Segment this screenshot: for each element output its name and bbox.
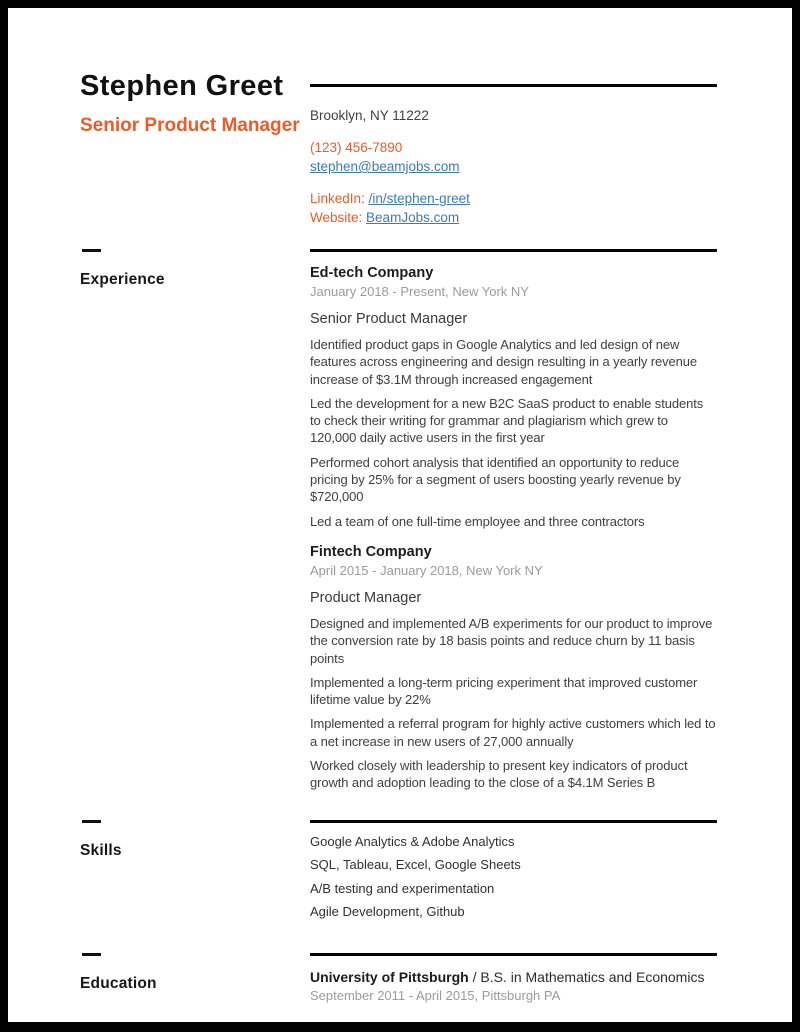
contact-location: Brooklyn, NY 11222 bbox=[310, 108, 429, 123]
person-name: Stephen Greet bbox=[80, 70, 284, 102]
company-name: Ed-tech Company bbox=[310, 265, 434, 281]
contact-block bbox=[310, 68, 717, 227]
job-dates: January 2018 - Present, New York NY bbox=[310, 284, 529, 299]
experience-heading: Experience bbox=[80, 271, 165, 288]
company-name: Fintech Company bbox=[310, 543, 432, 560]
job-title: Senior Product Manager bbox=[310, 311, 468, 327]
skill-item: Google Analytics & Adobe Analytics bbox=[310, 833, 515, 849]
skill-item: Agile Development, Github bbox=[310, 904, 465, 920]
job-dates: April 2015 - January 2018, New York NY bbox=[310, 562, 543, 578]
job-bullet: Worked closely with leadership to present key indicators of product growth and adoption leading to the close of a $4.1M Series B bbox=[310, 758, 688, 791]
education-heading-block bbox=[80, 953, 310, 993]
job-bullet: Led a team of one full-time employee and three contractors bbox=[310, 513, 645, 529]
divider-rule-skills bbox=[310, 820, 717, 823]
website-line bbox=[310, 208, 717, 227]
education-content bbox=[310, 953, 717, 1004]
divider-rule-top bbox=[310, 84, 717, 87]
experience-content bbox=[310, 249, 717, 799]
section-dash bbox=[82, 820, 101, 823]
linkedin-link[interactable]: /in/stephen-greet bbox=[368, 191, 470, 206]
job-bullet: Identified product gaps in Google Analytics and led design of new features across engineering and design resulting in a yearly revenue increase of $3.1M through increased engagement bbox=[310, 337, 698, 387]
skills-heading: Skills bbox=[80, 841, 122, 859]
skill-item: A/B testing and experimentation bbox=[310, 880, 495, 896]
person-headline: Senior Product Manager bbox=[80, 115, 300, 136]
section-dash bbox=[82, 953, 101, 956]
section-dash bbox=[82, 249, 101, 252]
website-link[interactable]: BeamJobs.com bbox=[366, 210, 460, 225]
contact-social-group bbox=[310, 189, 717, 227]
experience-section bbox=[80, 249, 717, 799]
experience-heading-block bbox=[80, 249, 310, 289]
education-school: University of Pittsburgh bbox=[310, 968, 469, 985]
job-bullet: Led the development for a new B2C SaaS product to enable students to check their writing for grammar and plagiarism which grew to 120,000 daily active users in the first year bbox=[310, 395, 704, 446]
education-separator: / bbox=[472, 968, 477, 985]
skills-heading-block bbox=[80, 820, 310, 860]
header-section bbox=[80, 68, 717, 227]
job-bullet: Implemented a long-term pricing experiment that improved customer lifetime value by 22% bbox=[310, 674, 698, 708]
education-dates: September 2011 - April 2015, Pittsburgh PA bbox=[310, 987, 561, 1003]
divider-rule-education bbox=[310, 953, 717, 956]
job-bullet: Designed and implemented A/B experiments for our product to improve the conversion rate by 18 basis points and reduce churn by 11 basis points bbox=[310, 615, 713, 666]
skill-item: SQL, Tableau, Excel, Google Sheets bbox=[310, 857, 521, 873]
contact-phone: (123) 456-7890 bbox=[310, 140, 403, 155]
skills-section bbox=[80, 820, 717, 929]
contact-phone-email-group bbox=[310, 138, 717, 176]
education-section bbox=[80, 953, 717, 1004]
name-block bbox=[80, 68, 310, 227]
education-heading: Education bbox=[80, 974, 157, 992]
skills-list bbox=[310, 835, 717, 919]
linkedin-label: LinkedIn: bbox=[310, 191, 365, 206]
skills-content bbox=[310, 820, 717, 929]
job-bullet: Performed cohort analysis that identified an opportunity to reduce pricing by 25% for a segment of users boosting yearly revenue by $720,000 bbox=[310, 454, 681, 505]
job-bullets bbox=[310, 615, 717, 792]
contact-email-link[interactable]: stephen@beamjobs.com bbox=[310, 159, 460, 174]
job-bullet: Implemented a referral program for highly active customers which led to a net increase in new users of 27,000 annually bbox=[310, 716, 716, 749]
job-title: Product Manager bbox=[310, 589, 422, 606]
linkedin-line bbox=[310, 189, 717, 208]
education-degree-line bbox=[310, 968, 717, 986]
website-label: Website: bbox=[310, 210, 363, 225]
divider-rule-experience bbox=[310, 249, 717, 252]
job-entry bbox=[310, 543, 717, 792]
education-degree: B.S. in Mathematics and Economics bbox=[480, 968, 705, 985]
job-entry bbox=[310, 264, 717, 530]
job-bullets bbox=[310, 336, 717, 530]
